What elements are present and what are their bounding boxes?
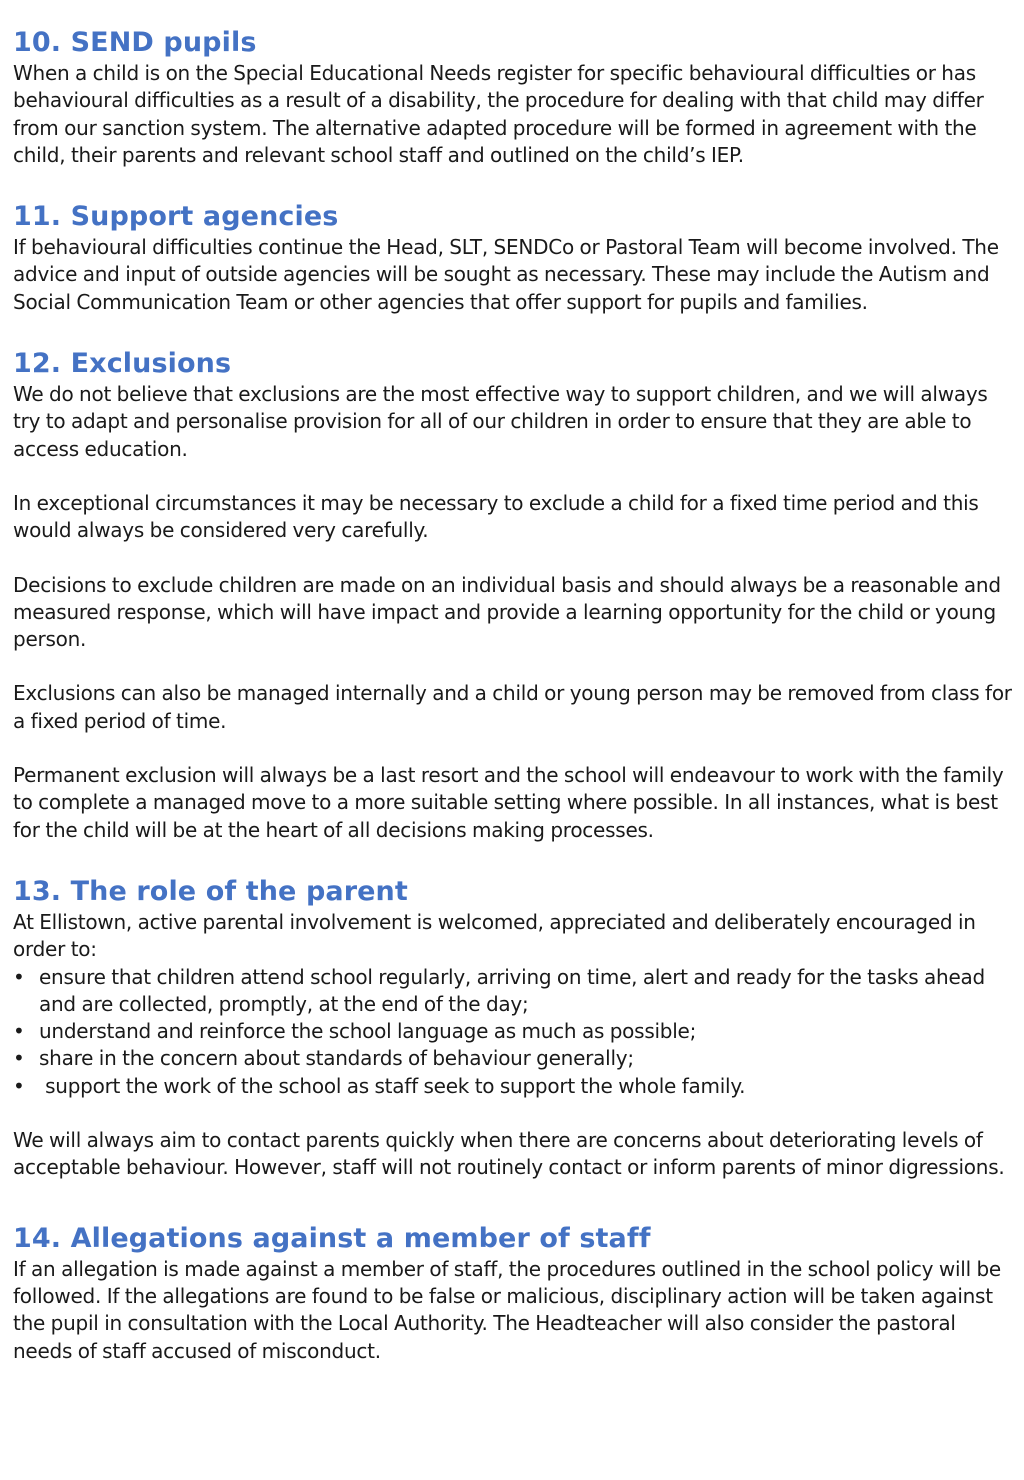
list-item	[13, 1018, 1013, 1045]
section-intro: At Ellistown, active parental involvement is welcomed, appreciated and deliberately encouraged in order to:	[13, 909, 976, 962]
section-send-pupils	[13, 26, 1013, 169]
section-paragraph: In exceptional circumstances it may be necessary to exclude a child for a fixed time period and this would always be considered very carefully.	[13, 490, 979, 543]
section-heading: 12. Exclusions	[13, 348, 232, 380]
bullet-icon: •	[13, 1019, 25, 1044]
section-paragraph: We will always aim to contact parents quickly when there are concerns about deteriorating levels of acceptable behaviour. However, staff will not routinely contact or inform parents of minor digressions.	[13, 1128, 1005, 1180]
list-item-text: support the work of the school as staff seek to support the whole family.	[39, 1073, 746, 1098]
bullet-icon: •	[13, 964, 25, 989]
bullet-icon: •	[13, 1046, 25, 1071]
list-item	[13, 964, 1013, 1019]
list-item-text: understand and reinforce the school language as much as possible;	[39, 1019, 697, 1044]
list-item-text: ensure that children attend school regularly, arriving on time, alert and ready for the tasks ahead and are collected, promptly, at the end of the day;	[39, 964, 985, 1016]
bullet-icon: •	[13, 1073, 25, 1098]
section-paragraph: If an allegation is made against a member of staff, the procedures outlined in the school policy will be followed. If the allegations are found to be false or malicious, disciplinary action will be taken against the pupil in consultation with the Local Authority. The Headteacher will also consider the pastoral needs of staff accused of misconduct.	[13, 1256, 1001, 1363]
section-heading: 14. Allegations against a member of staff	[13, 1222, 651, 1254]
list-item-text: share in the concern about standards of behaviour generally;	[39, 1046, 634, 1071]
section-allegations-staff	[13, 1222, 1013, 1365]
bullet-list	[13, 964, 1013, 1100]
section-heading: 10. SEND pupils	[13, 27, 257, 58]
section-paragraph: We do not believe that exclusions are the most effective way to support children, and we will always try to adapt and personalise provision for all of our children in order to ensure that they are able to access education.	[13, 382, 988, 461]
section-heading: 13. The role of the parent	[13, 875, 408, 907]
section-support-agencies	[13, 200, 1013, 316]
section-exclusions	[13, 347, 1013, 844]
section-paragraph: When a child is on the Special Educational Needs register for specific behavioural difficulties or has behavioural difficulties as a result of a disability, the procedure for dealing with that child may differ from our sanction system. The alternative adapted procedure will be formed in agreement with the child, their parents and relevant school staff and outlined on the child’s IEP.	[13, 61, 984, 167]
list-item	[13, 1073, 1013, 1100]
section-heading: 11. Support agencies	[13, 201, 339, 233]
section-role-of-parent	[13, 875, 1013, 1182]
section-paragraph: Permanent exclusion will always be a last resort and the school will endeavour to work with the family to complete a managed move to a more suitable setting where possible. In all instances, what is best for the child will be at the heart of all decisions making processes.	[13, 763, 1004, 842]
list-item	[13, 1045, 1013, 1072]
section-paragraph: If behavioural difficulties continue the Head, SLT, SENDCo or Pastoral Team will become involved. The advice and input of outside agencies will be sought as necessary. These may include the Autism and Social Communication Team or other agencies that offer support for pupils and families.	[13, 235, 999, 314]
section-paragraph: Exclusions can also be managed internally and a child or young person may be removed from class for a fixed period of time.	[13, 681, 1012, 733]
section-paragraph: Decisions to exclude children are made on an individual basis and should always be a reasonable and measured response, which will have impact and provide a learning opportunity for the child or young person.	[13, 572, 1001, 652]
document-page	[13, 26, 1013, 1365]
